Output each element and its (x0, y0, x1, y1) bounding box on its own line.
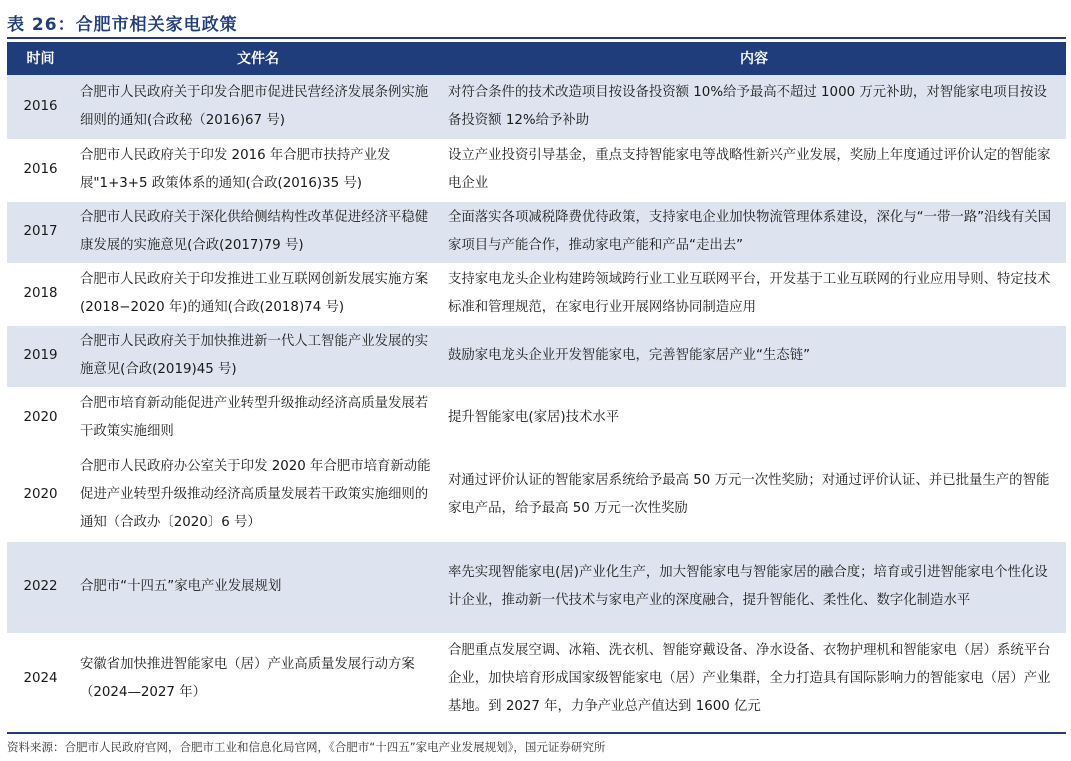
row-document: 合肥市“十四五”家电产业发展规划 (74, 541, 442, 633)
row-year: 2024 (7, 633, 74, 725)
table-row (7, 75, 1066, 139)
row-year: 2016 (7, 75, 74, 139)
row-content: 合肥重点发展空调、冰箱、洗衣机、智能穿戴设备、净水设备、衣物护理机和智能家电（居）系统平台企业，加快培育形成国家级智能家电（居）产业集群，全力打造具有国际影响力的智能家电（居）产业基地。到 2027 年，力争产业总产值达到 1600 亿元 (442, 633, 1066, 725)
row-document: 合肥市人民政府关于深化供给侧结构性改革促进经济平稳健康发展的实施意见(合政(2017)79 号) (74, 201, 442, 263)
row-year: 2020 (7, 449, 74, 541)
row-year: 2020 (7, 387, 74, 449)
table-row (7, 449, 1066, 541)
table-row (7, 325, 1066, 387)
header-document: 文件名 (74, 42, 442, 75)
row-content: 全面落实各项减税降费优待政策，支持家电企业加快物流管理体系建设，深化与“一带一路”沿线有关国家项目与产能合作，推动家电产能和产品“走出去” (442, 201, 1066, 263)
header-content: 内容 (442, 42, 1066, 75)
row-content: 支持家电龙头企业构建跨领域跨行业工业互联网平台，开发基于工业互联网的行业应用导则、特定技术标准和管理规范，在家电行业开展网络协同制造应用 (442, 263, 1066, 325)
row-year: 2022 (7, 541, 74, 633)
source-note: 资料来源：合肥市人民政府官网，合肥市工业和信息化局官网，《合肥市“十四五”家电产业发展规划》，国元证券研究所 (7, 740, 606, 754)
table-title: 表 26：合肥市相关家电政策 (7, 15, 238, 35)
table-row (7, 541, 1066, 633)
row-document: 合肥市培育新动能促进产业转型升级推动经济高质量发展若干政策实施细则 (74, 387, 442, 449)
row-document: 合肥市人民政府办公室关于印发 2020 年合肥市培育新动能促进产业转型升级推动经济高质量发展若干政策实施细则的通知（合政办〔2020〕6 号） (74, 449, 442, 541)
row-document: 合肥市人民政府关于加快推进新一代人工智能产业发展的实施意见(合政(2019)45 号) (74, 325, 442, 387)
row-year: 2017 (7, 201, 74, 263)
table-row (7, 201, 1066, 263)
row-content: 鼓励家电龙头企业开发智能家电，完善智能家居产业“生态链” (442, 325, 1066, 387)
row-document: 合肥市人民政府关于印发 2016 年合肥市扶持产业发展"1+3+5 政策体系的通知(合政(2016)35 号) (74, 139, 442, 201)
row-content: 对符合条件的技术改造项目按设备投资额 10%给予最高不超过 1000 万元补助，对智能家电项目按设备投资额 12%给予补助 (442, 75, 1066, 139)
row-year: 2016 (7, 139, 74, 201)
row-document: 合肥市人民政府关于印发合肥市促进民营经济发展条例实施细则的通知(合政秘（2016)67 号) (74, 75, 442, 139)
table-row (7, 387, 1066, 449)
row-content: 设立产业投资引导基金，重点支持智能家电等战略性新兴产业发展，奖励上年度通过评价认定的智能家电企业 (442, 139, 1066, 201)
row-content: 提升智能家电(家居)技术水平 (442, 387, 1066, 449)
row-document: 安徽省加快推进智能家电（居）产业高质量发展行动方案（2024—2027 年） (74, 633, 442, 725)
row-year: 2018 (7, 263, 74, 325)
row-year: 2019 (7, 325, 74, 387)
top-rule (7, 37, 1066, 39)
table-row (7, 139, 1066, 201)
policy-table (7, 42, 1066, 726)
header-time: 时间 (7, 42, 74, 75)
table-header (7, 42, 1066, 75)
table-row (7, 633, 1066, 725)
table-row (7, 263, 1066, 325)
row-content: 对通过评价认证的智能家居系统给予最高 50 万元一次性奖励；对通过评价认证、并已批量生产的智能家电产品，给予最高 50 万元一次性奖励 (442, 449, 1066, 541)
row-content: 率先实现智能家电(居)产业化生产，加大智能家电与智能家居的融合度；培育或引进智能家电个性化设计企业，推动新一代技术与家电产业的深度融合，提升智能化、柔性化、数字化制造水平 (442, 541, 1066, 633)
bottom-rule (7, 732, 1066, 734)
row-document: 合肥市人民政府关于印发推进工业互联网创新发展实施方案(2018−2020 年)的通知(合政(2018)74 号) (74, 263, 442, 325)
